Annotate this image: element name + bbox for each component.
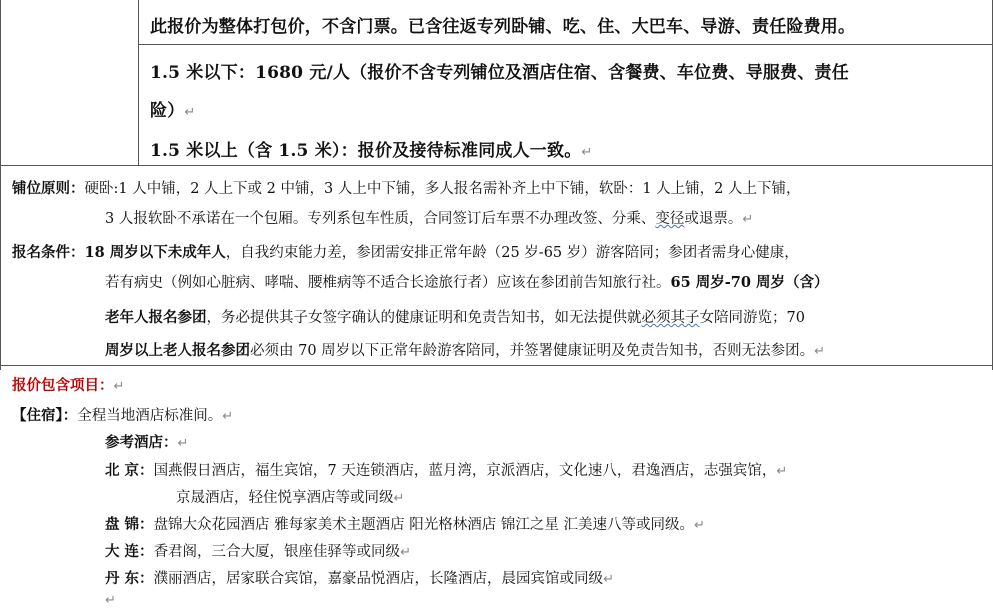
city-row-beijing-cont	[176, 486, 404, 507]
signup-line-2	[105, 271, 987, 292]
hotel-list: 盘锦大众花园酒店 雅每家美术主题酒店 阳光格林酒店 锦江之星 汇美速八等或同级。	[153, 517, 694, 533]
hotel-list-cont: 京晟酒店，轻住悦享酒店等或同级	[176, 490, 394, 506]
lodging-label: 【住宿】：	[12, 407, 78, 424]
signup-text: 必须由 70 周岁以下正常年龄游客陪同，并签署健康证明及免责告知书，否则无法参团。	[250, 343, 815, 359]
berth-text-cont: 3 人报软卧不承诺在一个包厢。专列系包车性质，合同签订后车票不办理改签、分乘、	[105, 211, 656, 227]
senior-bold: 周岁以上老人报名参团	[105, 342, 250, 359]
adult-price-line	[150, 136, 593, 161]
berth-text-end: 或退票。	[684, 211, 743, 227]
signup-text: ，自我约束能力差，参团需安排正常年龄（25 岁-65 岁）游客陪同；参团者需身心健康，	[225, 245, 799, 261]
paragraph-mark-icon: ↵	[603, 572, 614, 587]
paragraph-mark-icon: ↵	[177, 436, 189, 451]
paragraph-mark-icon: ↵	[184, 105, 196, 120]
includes-title: 报价包含项目：	[12, 377, 114, 394]
city-row-panjin	[105, 513, 705, 534]
paragraph-mark-icon: ↵	[400, 545, 411, 560]
signup-text: 若有病史（例如心脏病、哮喘、腰椎病等不适合长途旅行者）应该在参团前告知旅行社。	[105, 275, 671, 291]
table-row-divider	[0, 165, 993, 166]
berth-line-2	[105, 207, 987, 228]
hotel-list: 国燕假日酒店，福生宾馆，7 天连锁酒店，蓝月湾，京派酒店，文化速八，君逸酒店，志强宾馆，	[153, 463, 777, 479]
elderly-bold: 老年人报名参团	[105, 309, 207, 326]
child-price-line-cont	[150, 96, 196, 121]
elderly-range-bold: 65 周岁-70 周岁（含）	[670, 274, 829, 291]
paragraph-mark-icon: ↵	[222, 409, 234, 424]
price-note-cell	[138, 0, 993, 165]
signup-label: 报名条件：	[12, 244, 85, 261]
spellcheck-word: 必须其子	[641, 310, 700, 326]
city-name: 北 京：	[105, 462, 154, 479]
paragraph-mark-icon: ↵	[113, 379, 125, 394]
empty-paragraph	[105, 592, 116, 608]
includes-title-line	[12, 374, 124, 395]
adult-price-text: 1.5 米以上（含 1.5 米）：报价及接待标准同成人一致。	[150, 141, 582, 161]
child-price-text-cont: 险）	[150, 101, 185, 121]
signup-line-3	[105, 306, 987, 327]
ref-hotel-label: 参考酒店：	[105, 434, 178, 451]
paragraph-mark-icon: ↵	[105, 593, 116, 608]
hotel-list: 香君阁，三合大厦，银座佳驿等或同级	[153, 544, 401, 560]
signup-text: ，务必提供其子女签字确认的健康证明和免责告知书，如无法提供就	[206, 310, 642, 326]
hotel-list: 濮丽酒店，居家联合宾馆，嘉豪品悦酒店，长隆酒店，晨园宾馆或同级	[153, 571, 604, 587]
table-border-left	[0, 0, 1, 370]
signup-line-1	[12, 241, 987, 262]
paragraph-mark-icon: ↵	[814, 344, 826, 359]
lodging-line	[12, 404, 233, 425]
signup-text: 女陪同游览；70	[699, 310, 805, 326]
lodging-text: 全程当地酒店标准间。	[77, 408, 223, 424]
paragraph-mark-icon: ↵	[742, 212, 754, 227]
paragraph-mark-icon: ↵	[776, 464, 788, 479]
price-note-text: 此报价为整体打包价，不含门票。已含往返专列卧铺、吃、住、大巴车、导游、责任险费用。	[150, 17, 856, 37]
city-row-dalian	[105, 540, 411, 561]
ref-hotel-line	[105, 431, 188, 452]
child-price-line	[150, 58, 849, 83]
berth-label: 铺位原则：	[12, 180, 85, 197]
city-name: 大 连：	[105, 543, 154, 560]
minor-bold: 18 周岁以下未成年人	[84, 244, 226, 261]
city-name: 盘 锦：	[105, 516, 154, 533]
berth-line-1	[12, 177, 987, 198]
signup-line-4	[105, 339, 987, 360]
spellcheck-word: 变径	[655, 211, 685, 227]
paragraph-mark-icon: ↵	[581, 145, 593, 160]
city-row-dandong	[105, 567, 614, 588]
city-name: 丹 东：	[105, 570, 154, 587]
berth-text: 硬卧:1 人中铺，2 人上下或 2 中铺，3 人上中下铺，多人报名需补齐上中下铺，软卧：1 人上铺，2 人上下铺，	[84, 181, 801, 197]
city-row-beijing	[105, 459, 787, 480]
price-note-line	[150, 12, 855, 37]
child-price-text: 1.5 米以下：1680 元/人（报价不含专列铺位及酒店住宿、含餐费、车位费、导服费、责任	[150, 63, 849, 83]
table-row-divider	[0, 365, 993, 366]
paragraph-mark-icon: ↵	[393, 491, 405, 506]
paragraph-mark-icon: ↵	[694, 518, 705, 533]
